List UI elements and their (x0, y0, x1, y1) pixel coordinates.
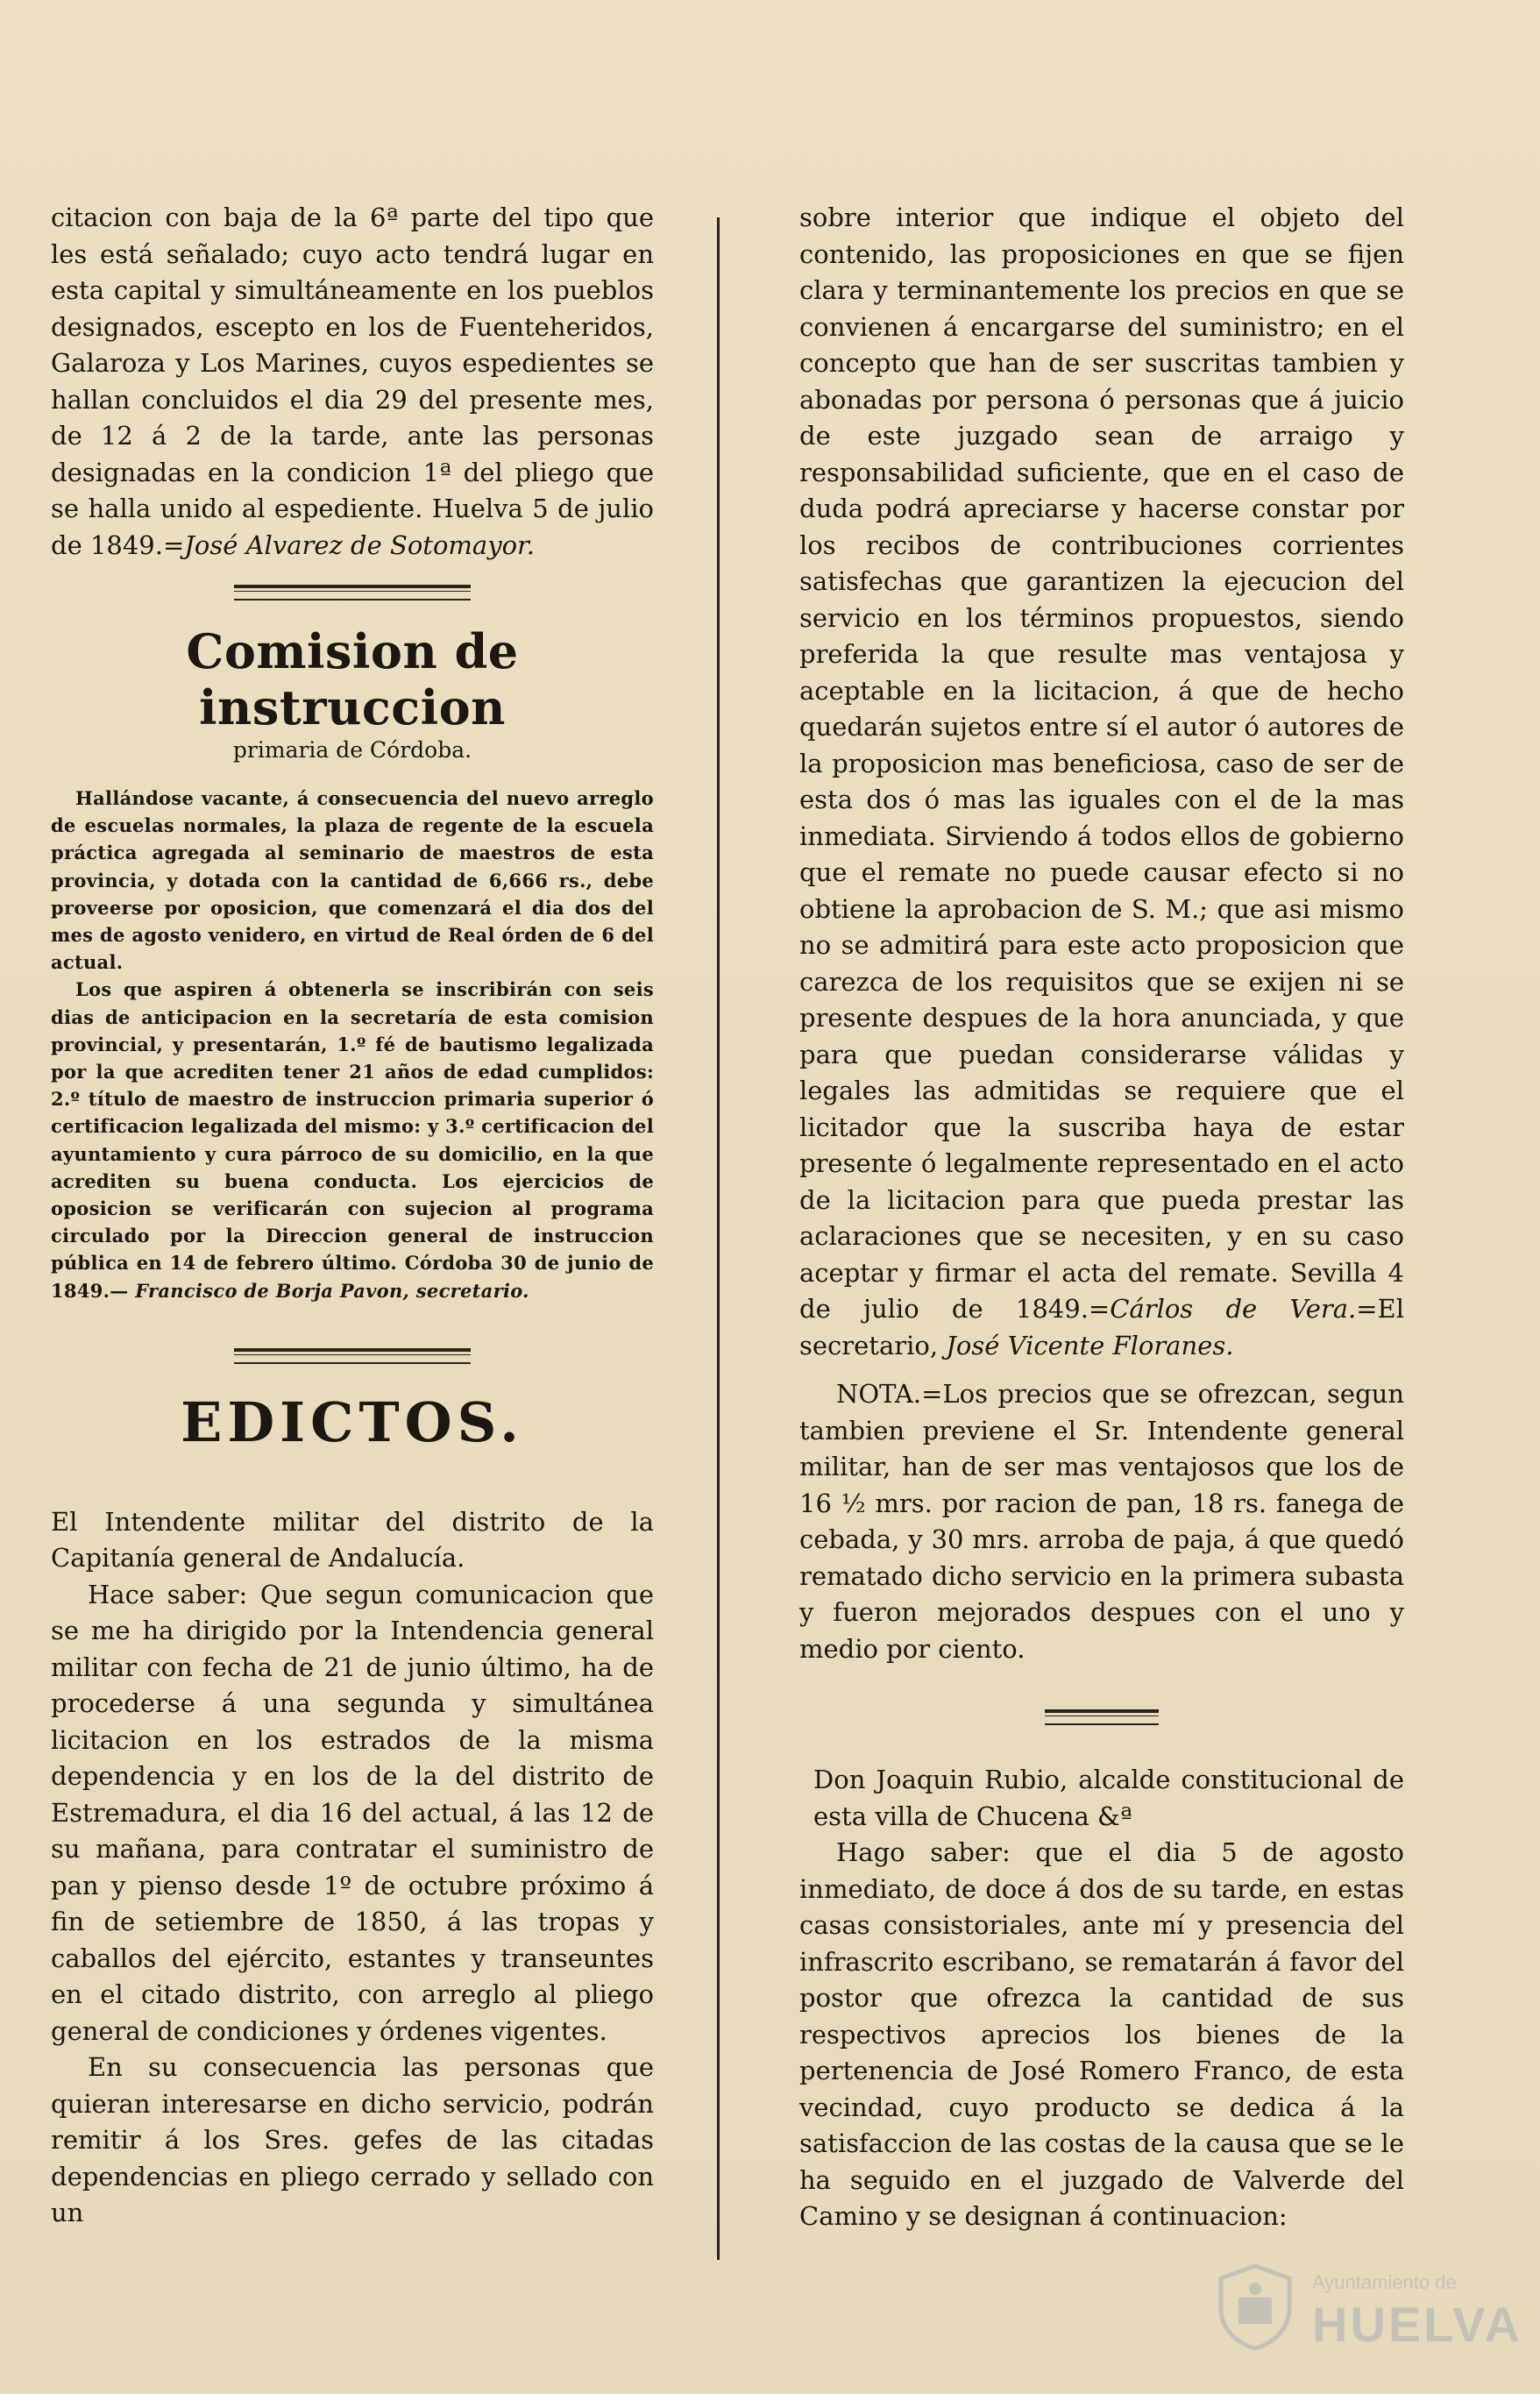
edicto-continuation: sobre interior que indique el objeto del contenido, las proposiciones en que se fijen clara y terminantemente los precios en que se convienen á encargarse del suministro; en el concepto que han de ser suscritas tambien y abonadas por persona ó personas que á juicio de este juzgado sean de arraigo y responsabilidad suficiente, que en el caso de duda podrá apreciarse y hacerse constar por los recibos de contribuciones corrientes satisfechas que garantizen la ejecucion del servicio en los términos propuestos, siendo preferida la que resulte mas ventajosa y aceptable en la licitacion, á que de hecho quedarán sujetos entre sí el autor ó autores de la proposicion mas beneficiosa, caso de ser de esta dos ó mas las iguales con el de la mas inmediata. Sirviendo á todos ellos de gobierno que el remate no puede causar efecto si no obtiene la aprobacion de S. M.; que asi mismo no se admitirá para este acto proposicion que carezca de los requisitos que se exijen ni se presente despues de la hora anunciada, y que para que puedan considerarse válidas y legales las admitidas se requiere que el licitador que la suscriba haya de estar presente ó legalmente representado en el acto de la licitacion para que pueda prestar las aclaraciones que se necesiten, y en su caso aceptar y firmar el acta del remate. Sevilla 4 de julio de 1849.=Cárlos de Vera.=El secretario, José Vicente Floranes. (799, 202, 1404, 1360)
section-divider (234, 1348, 471, 1364)
chucena-paragraph: Hago saber: que el dia 5 de agosto inmediato, de doce á dos de su tarde, en estas casas consistoriales, ante mí y presencia del infrascrito escribano, se rematarán á favor del postor que ofrezca la cantidad de sus respectivos aprecios los bienes de la pertenencia de José Romero Franco, de esta vecindad, cuyo producto se dedica á la satisfaccion de las costas de la causa que se le ha seguido en el juzgado de Valverde del Camino y se designan á continuacion: (799, 1837, 1404, 2231)
column-rule (717, 217, 720, 2260)
right-column (799, 200, 1404, 2235)
section-title-edictos: EDICTOS. (181, 1389, 524, 1454)
signature: José Alvarez de Sotomayor. (184, 529, 535, 560)
watermark-line-1: Ayuntamiento de (1312, 2271, 1457, 2293)
coat-of-arms-icon (1216, 2263, 1295, 2350)
edicto-paragraph-1: Hace saber: Que segun comunicacion que se me ha dirigido por la Intendencia general militar con fecha de 21 de junio último, ha de procederse á una segunda y simultánea licitacion en los estrados de la misma dependencia y en los de la del distrito de Estremadura, el dia 16 del actual, á las 12 de su mañana, para contratar el suministro de pan y pienso desde 1º de octubre próximo á fin de setiembre de 1850, á las tropas y caballos del ejército, estantes y transeuntes en el citado distrito, con arreglo al pliego general de condiciones y órdenes vigentes. (51, 1579, 654, 2046)
signature: Cárlos de Vera. (1110, 1294, 1357, 1324)
left-column (51, 200, 654, 2232)
chucena-heading: Don Joaquin Rubio, alcalde constitucional de esta villa de Chucena &ª (813, 1765, 1404, 1831)
section-divider (234, 585, 471, 600)
edicto-heading: El Intendente militar del distrito de la Capitanía general de Andalucía. (51, 1506, 654, 1574)
comision-paragraph-2: Los que aspiren á obtenerla se inscribirán con seis dias de anticipacion en la secretaría de esta comision provincial, y presentarán, 1.º fé de bautismo legalizada por la que acrediten tener 21 años de edad cumplidos: 2.º título de maestro de instruccion primaria superior ó certificacion legalizada del mismo: y 3.º certificacion del ayuntamiento y cura párroco de su domicilio, en la que acrediten su buena conducta. Los ejercicios de oposicion se verificarán con sujecion al programa circulado por la Direccion general de instruccion pública en 14 de febrero último. Córdoba 30 de junio de 1849.— Francisco de Borja Pavon, secretario. (51, 978, 654, 1302)
comision-paragraph-1: Hallándose vacante, á consecuencia del nuevo arreglo de escuelas normales, la plaza de regente de la escuela práctica agregada al seminario de maestros de esta provincia, y dotada con la cantidad de 6,666 rs., debe proveerse por oposicion, que comenzará el dia dos del mes de agosto venidero, en virtud de Real órden de 6 del actual. (51, 787, 654, 974)
signature: José Vicente Floranes. (946, 1330, 1234, 1360)
section-divider (1045, 1709, 1159, 1725)
edicto-paragraph-2: En su consecuencia las personas que quieran interesarse en dicho servicio, podrán remitir á los Sres. gefes de las citadas dependencias en pliego cerrado y sellado con un (51, 2052, 654, 2228)
watermark-line-2: HUELVA (1312, 2297, 1522, 2352)
watermark-logo (1216, 2254, 1522, 2359)
section-subtitle-comision: primaria de Córdoba. (232, 737, 472, 763)
signature: Francisco de Borja Pavon, secretario. (135, 1279, 529, 1302)
nota-paragraph: NOTA.=Los precios que se ofrezcan, segun tambien previene el Sr. Intendente general militar, han de ser mas ventajosos que los de 16 ½ mrs. por racion de pan, 18 rs. fanega de cebada, y 30 mrs. arroba de paja, á que quedó rematado dicho servicio en la primera subasta y fueron mejorados despues con el uno y medio por ciento. (799, 1379, 1404, 1664)
section-title-comision: Comision de instruccion (186, 623, 519, 735)
intro-paragraph: citacion con baja de la 6ª parte del tipo que les está señalado; cuyo acto tendrá lugar en esta capital y simultáneamente en los pueblos designados, escepto en los de Fuenteheridos, Galaroza y Los Marines, cuyos espedientes se hallan concluidos el dia 29 del presente mes, de 12 á 2 de la tarde, ante las personas designadas en la condicion 1ª del pliego que se halla unido al espediente. Huelva 5 de julio de 1849.=José Alvarez de Sotomayor. (51, 202, 654, 560)
